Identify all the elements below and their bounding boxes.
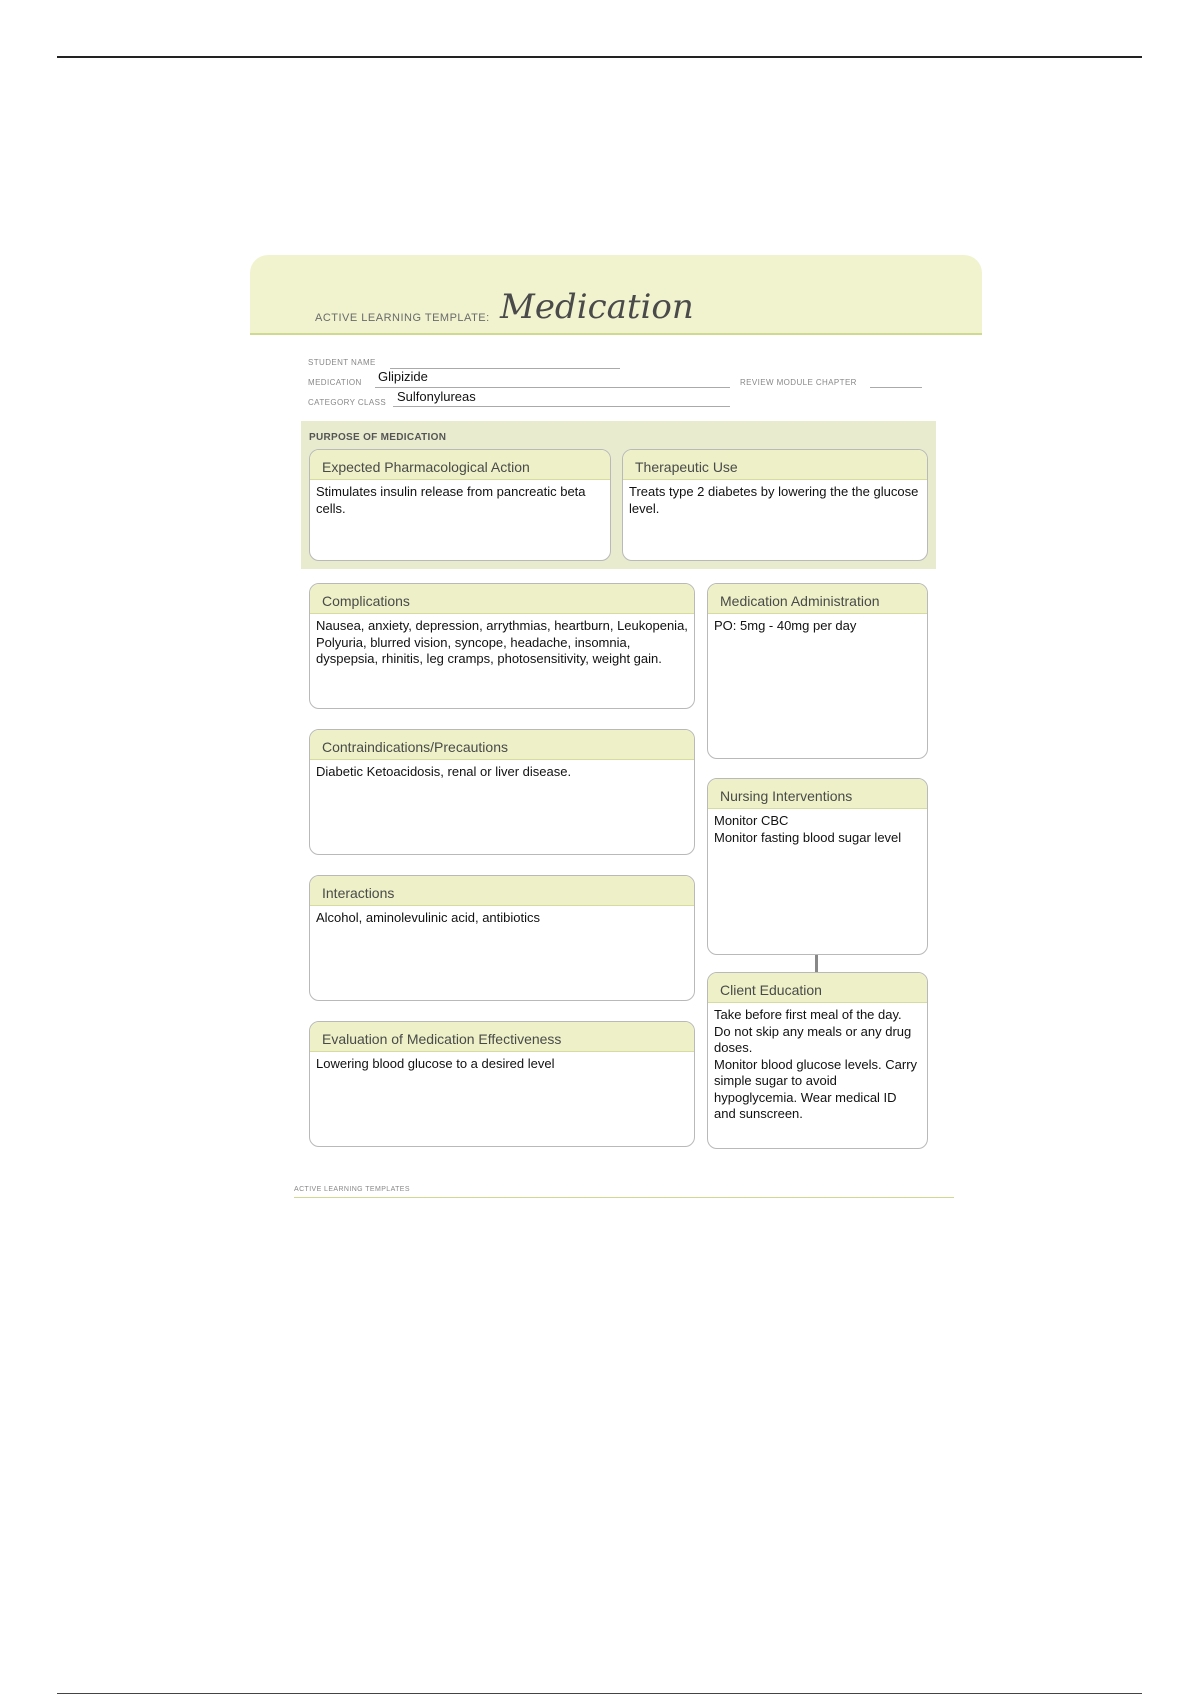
client-education-title: Client Education <box>708 973 927 1003</box>
template-header <box>250 255 982 335</box>
medication-administration-card <box>707 583 928 759</box>
administration-title: Medication Administration <box>708 584 927 614</box>
footer-line <box>294 1197 954 1198</box>
administration-body[interactable]: PO: 5mg - 40mg per day <box>714 618 857 633</box>
template-title: Medication <box>500 287 694 327</box>
purpose-label: PURPOSE OF MEDICATION <box>309 432 447 443</box>
template-label: ACTIVE LEARNING TEMPLATE: <box>315 312 490 324</box>
complications-body[interactable]: Nausea, anxiety, depression, arrythmias, heartburn, Leukopenia, Polyuria, blurred vision, syncope, headache, insomnia, dyspepsia, rhinitis, leg cramps, photosensitivity, weight gain. <box>316 618 688 666</box>
expected-action-body[interactable]: Stimulates insulin release from pancreatic beta cells. <box>316 484 586 516</box>
client-education-card <box>707 972 928 1149</box>
complications-title: Complications <box>310 584 694 614</box>
evaluation-card <box>309 1021 695 1147</box>
student-name-label: STUDENT NAME <box>308 358 376 367</box>
page-top-rule <box>57 56 1142 58</box>
complications-card <box>309 583 695 709</box>
therapeutic-use-title: Therapeutic Use <box>623 450 927 480</box>
page-bottom-rule <box>57 1693 1142 1694</box>
category-class-label: CATEGORY CLASS <box>308 398 387 407</box>
review-module-label: REVIEW MODULE CHAPTER <box>740 378 857 387</box>
medication-label: MEDICATION <box>308 378 362 387</box>
connector-line <box>815 955 818 972</box>
footer-label: ACTIVE LEARNING TEMPLATES <box>294 1186 410 1193</box>
category-class-value[interactable]: Sulfonylureas <box>397 389 476 404</box>
medication-value[interactable]: Glipizide <box>378 369 428 384</box>
contraindications-card <box>309 729 695 855</box>
expected-pharmacological-action-card <box>309 449 611 561</box>
medication-line <box>375 387 730 388</box>
interactions-card <box>309 875 695 1001</box>
medication-template <box>250 255 982 1200</box>
category-class-line <box>393 406 730 407</box>
nursing-interventions-body[interactable]: Monitor CBC Monitor fasting blood sugar level <box>714 813 902 845</box>
therapeutic-use-body[interactable]: Treats type 2 diabetes by lowering the the glucose level. <box>629 484 919 516</box>
nursing-interventions-card <box>707 778 928 955</box>
expected-action-title: Expected Pharmacological Action <box>310 450 610 480</box>
client-education-body[interactable]: Take before first meal of the day. Do not skip any meals or any drug doses. Monitor blood glucose levels. Carry simple sugar to avoid hypoglycemia. Wear medical ID and sunscreen. <box>714 1007 918 1121</box>
evaluation-body[interactable]: Lowering blood glucose to a desired level <box>316 1056 555 1071</box>
interactions-title: Interactions <box>310 876 694 906</box>
contraindications-title: Contraindications/Precautions <box>310 730 694 760</box>
evaluation-title: Evaluation of Medication Effectiveness <box>310 1022 694 1052</box>
nursing-interventions-title: Nursing Interventions <box>708 779 927 809</box>
therapeutic-use-card <box>622 449 928 561</box>
contraindications-body[interactable]: Diabetic Ketoacidosis, renal or liver disease. <box>316 764 572 779</box>
review-module-line <box>870 387 922 388</box>
interactions-body[interactable]: Alcohol, aminolevulinic acid, antibiotics <box>316 910 541 925</box>
